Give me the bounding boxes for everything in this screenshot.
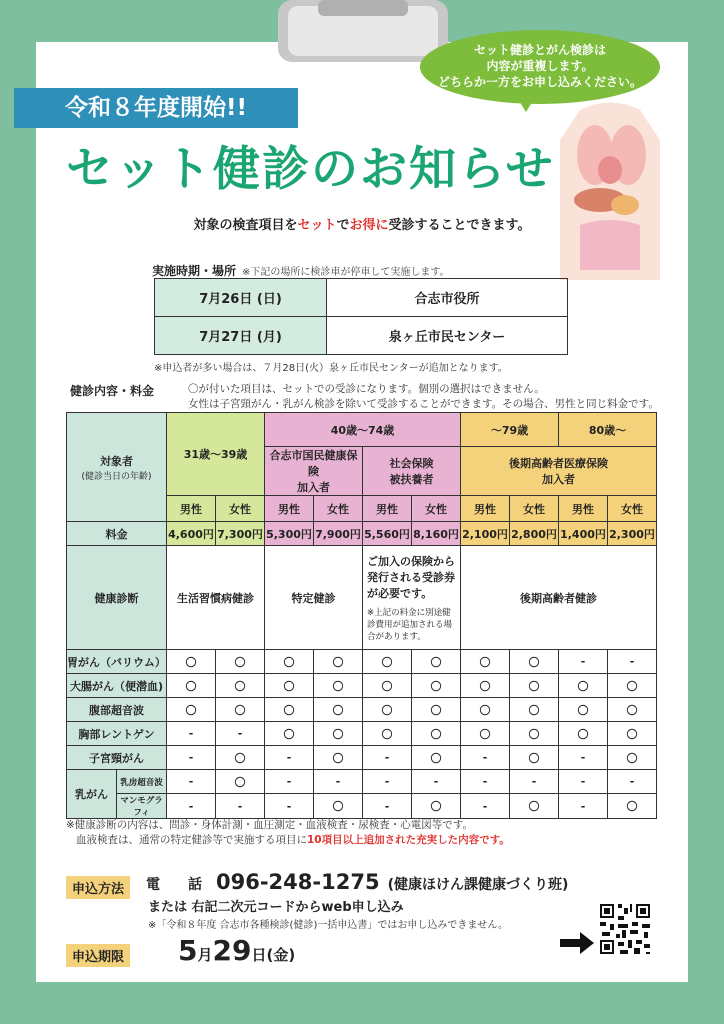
- sex-female: 女性: [216, 496, 265, 522]
- exam-cell: 〇: [314, 674, 363, 698]
- exam-cell: -: [265, 794, 314, 819]
- sex-male: 男性: [265, 496, 314, 522]
- exam-label: 胸部レントゲン: [67, 722, 167, 746]
- deadline-label: 申込期限: [66, 944, 130, 967]
- sex-male: 男性: [167, 496, 216, 522]
- content-heading: 健診内容・料金: [70, 384, 155, 398]
- bubble-tail: [516, 96, 536, 112]
- exam-cell: -: [608, 650, 657, 674]
- insurance-national: [265, 447, 363, 496]
- exam-cell: 〇: [559, 722, 608, 746]
- fee-cell: 1,400円: [559, 522, 608, 546]
- exam-cell: 〇: [412, 722, 461, 746]
- schedule-heading-text: 実施時期・場所: [152, 264, 237, 278]
- fee-label: 料金: [67, 522, 167, 546]
- schedule-date: 7月26日 (日): [155, 279, 327, 317]
- notice-bubble: [420, 30, 660, 104]
- exam-label: マンモグラフィ: [117, 794, 167, 819]
- exam-cell: 〇: [265, 722, 314, 746]
- exam-cell: 〇: [608, 746, 657, 770]
- exam-label: 大腸がん（便潜血): [67, 674, 167, 698]
- exam-cell: 〇: [559, 674, 608, 698]
- fee-cell: 2,300円: [608, 522, 657, 546]
- deadline-date: [178, 934, 295, 967]
- exam-cell: 〇: [559, 698, 608, 722]
- exam-cell: -: [608, 770, 657, 794]
- exam-cell: 〇: [510, 746, 559, 770]
- arrow-right-icon: [560, 932, 594, 954]
- content-note: [188, 382, 659, 412]
- exam-cell: 〇: [314, 746, 363, 770]
- exam-cell: 〇: [216, 674, 265, 698]
- exam-cell: -: [265, 746, 314, 770]
- insurance-label: 加入者: [297, 481, 330, 494]
- insurance-social: [363, 447, 461, 496]
- exam-cell: 〇: [314, 698, 363, 722]
- exam-label: 子宮頸がん: [67, 746, 167, 770]
- schedule-row: [155, 279, 568, 317]
- exam-cell: 〇: [216, 770, 265, 794]
- checkup-table: [66, 412, 657, 819]
- exam-cell: 〇: [461, 674, 510, 698]
- insurance-label: 被扶養者: [389, 473, 434, 486]
- exam-cell: 〇: [510, 698, 559, 722]
- checkup-type: 後期高齢者健診: [461, 546, 657, 650]
- table-row: [67, 674, 657, 698]
- schedule-heading-note: ※下記の場所に検診車が停車して実施します。: [242, 267, 450, 278]
- sex-male: 男性: [363, 496, 412, 522]
- sex-female: 女性: [608, 496, 657, 522]
- age-group-80: 80歳～: [559, 413, 657, 447]
- exam-cell: -: [167, 746, 216, 770]
- fee-cell: 8,160円: [412, 522, 461, 546]
- exam-cell: 〇: [216, 698, 265, 722]
- schedule-note: ※申込者が多い場合は、７月28日(火）泉ヶ丘市民センターが追加となります。: [154, 363, 508, 374]
- insurance-label: 合志市国民健康保険: [269, 449, 358, 478]
- exam-cell: 〇: [412, 698, 461, 722]
- exam-cell: -: [216, 722, 265, 746]
- footnote-highlight: 10項目以上追加された充実した内容です。: [307, 834, 510, 846]
- age-group-40-74: 40歳～74歳: [265, 413, 461, 447]
- exam-cell: -: [461, 794, 510, 819]
- footnote-line: ※健康診断の内容は、問診・身体計測・血圧測定・血液検査・尿検査・心電図等です。: [66, 819, 473, 831]
- insurance-label: 加入者: [542, 473, 575, 486]
- exam-cell: 〇: [608, 722, 657, 746]
- fee-cell: 5,560円: [363, 522, 412, 546]
- exam-cell: 〇: [412, 650, 461, 674]
- footnote-line: 血液検査は、通常の特定健診等で実施する項目に: [76, 834, 307, 846]
- subtitle-text: で: [336, 218, 350, 233]
- exam-cell: 〇: [412, 674, 461, 698]
- fee-cell: 4,600円: [167, 522, 216, 546]
- apply-phone: [146, 870, 568, 894]
- exam-cell: -: [363, 794, 412, 819]
- target-label: 対象者: [100, 454, 133, 468]
- checkup-type: 特定健診: [265, 546, 363, 650]
- exam-cell: 〇: [461, 650, 510, 674]
- exam-cell: 〇: [363, 722, 412, 746]
- table-row: [67, 770, 657, 794]
- exam-cell: 〇: [216, 746, 265, 770]
- exam-cell: 〇: [510, 722, 559, 746]
- exam-cell: 〇: [314, 722, 363, 746]
- exam-cell: 〇: [167, 650, 216, 674]
- sex-male: 男性: [461, 496, 510, 522]
- exam-cell: 〇: [510, 794, 559, 819]
- sex-female: 女性: [510, 496, 559, 522]
- age-group-31-39: 31歳～39歳: [167, 413, 265, 496]
- deadline-weekday: (金): [266, 946, 296, 964]
- subtitle: [0, 214, 724, 233]
- fee-cell: 7,900円: [314, 522, 363, 546]
- exam-label: 胃がん（バリウム）: [67, 650, 167, 674]
- bubble-line: 内容が重複します。: [486, 59, 594, 73]
- exam-cell: 〇: [608, 698, 657, 722]
- exam-cell: -: [314, 770, 363, 794]
- subtitle-highlight: セット: [297, 218, 337, 233]
- exam-cell: 〇: [608, 674, 657, 698]
- table-row: [67, 650, 657, 674]
- content-note-line: 〇が付いた項目は、セットでの受診になります。個別の選択はできません。: [188, 383, 545, 395]
- exam-cell: -: [461, 746, 510, 770]
- apply-note: ※「令和８年度 合志市各種検診(健診)一括申込書」ではお申し込みできません。: [148, 920, 508, 931]
- table-row: [67, 698, 657, 722]
- exam-cell: 〇: [216, 650, 265, 674]
- insurance-elderly: [461, 447, 657, 496]
- exam-cell: -: [216, 794, 265, 819]
- exam-cell: 〇: [461, 698, 510, 722]
- exam-cell: 〇: [363, 674, 412, 698]
- schedule-table: [154, 278, 568, 355]
- exam-cell: 〇: [412, 794, 461, 819]
- exam-cell: 〇: [412, 746, 461, 770]
- checkup-type-subnote: ※上記の料金に別途健診費用が追加される場合があります。: [367, 607, 453, 642]
- schedule-row: [155, 317, 568, 355]
- footnote: [66, 818, 510, 848]
- exam-cell: -: [559, 650, 608, 674]
- fee-cell: 2,100円: [461, 522, 510, 546]
- subtitle-text: 受診することできます。: [388, 218, 531, 233]
- content-note-line: 女性は子宮頸がん・乳がん検診を除いて受診することができます。その場合、男性と同じ料金です。: [188, 398, 659, 410]
- exam-cell: 〇: [510, 674, 559, 698]
- exam-cell: 〇: [363, 698, 412, 722]
- start-year-ribbon: 令和８年度開始!!: [14, 88, 298, 128]
- exam-cell: -: [412, 770, 461, 794]
- exam-cell: -: [363, 746, 412, 770]
- age-group-75-79: ～79歳: [461, 413, 559, 447]
- exam-cell: 〇: [314, 794, 363, 819]
- exam-cell: 〇: [461, 722, 510, 746]
- breast-label: 乳がん: [67, 770, 117, 819]
- fee-cell: 5,300円: [265, 522, 314, 546]
- exam-cell: 〇: [265, 674, 314, 698]
- target-sublabel: (健診当日の年齢): [81, 471, 152, 482]
- target-header: [67, 413, 167, 522]
- exam-cell: 〇: [167, 674, 216, 698]
- exam-cell: -: [167, 794, 216, 819]
- insurance-label: 後期高齢者医療保険: [509, 457, 608, 470]
- checkup-type-text: ご加入の保険から発行される受診券が必要です。: [367, 554, 455, 600]
- phone-department: (健康ほけん課健康づくり班): [387, 877, 569, 893]
- table-row: [67, 746, 657, 770]
- schedule-place: 泉ヶ丘市民センター: [327, 317, 568, 355]
- schedule-date: 7月27日 (月): [155, 317, 327, 355]
- sex-female: 女性: [314, 496, 363, 522]
- phone-number[interactable]: 096-248-1275: [216, 870, 380, 894]
- schedule-heading: [152, 262, 450, 279]
- page-title: セット健診のお知らせ: [66, 142, 555, 197]
- bubble-line: どちらか一方をお申し込みください。: [437, 75, 642, 89]
- sex-female: 女性: [412, 496, 461, 522]
- deadline-month: 5: [178, 934, 198, 967]
- deadline-day-unit: 日: [251, 946, 267, 964]
- checkup-type-note: [363, 546, 461, 650]
- phone-label: 電 話: [146, 877, 202, 893]
- exam-cell: 〇: [265, 698, 314, 722]
- apply-method-label: 申込方法: [66, 876, 130, 899]
- exam-cell: 〇: [510, 650, 559, 674]
- body-organs-icon: [550, 100, 670, 280]
- exam-cell: -: [363, 770, 412, 794]
- exam-label: 腹部超音波: [67, 698, 167, 722]
- apply-web: または 右記二次元コードからweb申し込み: [148, 900, 404, 915]
- deadline-month-unit: 月: [197, 946, 213, 964]
- exam-cell: -: [559, 746, 608, 770]
- exam-cell: -: [461, 770, 510, 794]
- checkup-label: 健康診断: [67, 546, 167, 650]
- exam-label: 乳房超音波: [117, 770, 167, 794]
- exam-cell: 〇: [167, 698, 216, 722]
- exam-cell: -: [559, 770, 608, 794]
- exam-cell: -: [559, 794, 608, 819]
- schedule-place: 合志市役所: [327, 279, 568, 317]
- checkup-type: 生活習慣病健診: [167, 546, 265, 650]
- exam-cell: 〇: [265, 650, 314, 674]
- bubble-line: セット健診とがん検診は: [473, 43, 606, 57]
- exam-cell: 〇: [314, 650, 363, 674]
- exam-cell: 〇: [363, 650, 412, 674]
- exam-cell: -: [167, 722, 216, 746]
- exam-cell: 〇: [608, 794, 657, 819]
- exam-cell: -: [510, 770, 559, 794]
- subtitle-highlight: お得に: [349, 218, 389, 233]
- insurance-label: 社会保険: [389, 457, 434, 470]
- exam-cell: -: [167, 770, 216, 794]
- sex-male: 男性: [559, 496, 608, 522]
- table-row: [67, 722, 657, 746]
- fee-cell: 2,800円: [510, 522, 559, 546]
- table-row: [67, 794, 657, 819]
- fee-cell: 7,300円: [216, 522, 265, 546]
- deadline-day: 29: [212, 934, 252, 967]
- subtitle-text: 対象の検査項目を: [193, 218, 298, 233]
- qr-code-icon[interactable]: [598, 902, 652, 956]
- exam-cell: -: [265, 770, 314, 794]
